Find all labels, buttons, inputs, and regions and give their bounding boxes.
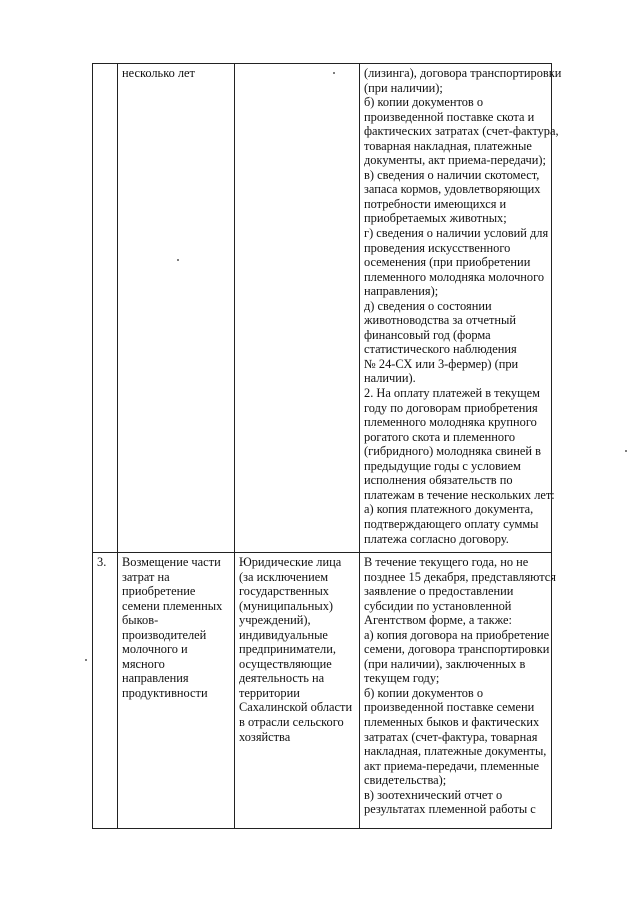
- text-line: г) сведения о наличии условий для: [364, 226, 549, 241]
- text-line: продуктивности: [122, 685, 208, 700]
- scan-speck: [85, 659, 87, 661]
- text-line: документы, акт приема-передачи);: [364, 153, 546, 168]
- text-line: хозяйства: [239, 729, 291, 744]
- text-line: племенных быков и фактических: [364, 715, 540, 730]
- text-line: деятельность на: [239, 671, 325, 686]
- text-line: молочного и: [122, 642, 188, 657]
- text-line: рогатого скота и племенного: [364, 429, 516, 444]
- text-line: результатах племенной работы с: [364, 802, 536, 817]
- text-line: направления: [122, 671, 189, 686]
- text-line: в) сведения о наличии скотомест,: [364, 167, 540, 182]
- text-line: направления);: [364, 284, 439, 299]
- text-line: приобретение: [122, 584, 196, 599]
- text-line: животноводства за отчетный: [364, 313, 517, 328]
- text-line: б) копии документов о: [364, 95, 484, 110]
- text-line: Возмещение части: [122, 555, 221, 569]
- text-line: племенного молодняка молочного: [364, 269, 545, 284]
- text-line: приобретаемых животных;: [364, 211, 507, 226]
- purpose-cell: [118, 553, 235, 829]
- recipients-cell: [235, 64, 360, 553]
- text-line: д) сведения о состоянии: [364, 298, 492, 313]
- text-line: финансовый год (форма: [364, 327, 491, 342]
- text-line: статистического наблюдения: [364, 342, 517, 357]
- text-line: в) зоотехнический отчет о: [364, 787, 503, 802]
- text-line: осуществляющие: [239, 656, 332, 671]
- text-line: позднее 15 декабря, представляются: [364, 569, 557, 584]
- text-line: потребности имеющихся и: [364, 196, 507, 211]
- text-line: а) копия платежного документа,: [364, 502, 534, 517]
- text-line: (при наличии);: [364, 80, 443, 95]
- text-line: накладная, платежные документы,: [364, 744, 547, 759]
- text-line: территории: [239, 685, 300, 700]
- table-row: [93, 553, 552, 829]
- text-line: производителей: [122, 627, 207, 642]
- documents-cell: [360, 64, 562, 553]
- text-line: племенного молодняка крупного: [364, 415, 537, 430]
- text-line: товарная накладная, платежные: [364, 138, 532, 153]
- text-line: затратах (счет-фактура, товарная: [364, 729, 538, 744]
- text-line: затрат на: [122, 569, 170, 584]
- text-line: году по договорам приобретения: [364, 400, 538, 415]
- text-line: (муниципальных): [239, 598, 334, 613]
- text-line: заявление о предоставлении: [364, 584, 514, 599]
- text-line: быков-: [122, 613, 159, 628]
- text-line: В течение текущего года, но не: [364, 555, 529, 569]
- text-line: исполнения обязательств по: [364, 473, 513, 488]
- text-line: (лизинга), договора транспортировки: [364, 66, 562, 80]
- text-line: (гибридного) молодняка свиней в: [364, 444, 541, 459]
- row-number-cell: [93, 64, 118, 553]
- subsidy-table: [92, 63, 562, 829]
- text-line: платежа согласно договору.: [364, 531, 509, 546]
- text-line: осеменения (при приобретении: [364, 255, 531, 270]
- text-line: Юридические лица: [239, 555, 342, 569]
- text-line: несколько лет: [122, 66, 195, 80]
- text-line: семени, договора транспортировки: [364, 642, 550, 657]
- text-line: субсидии по установленной: [364, 598, 512, 613]
- text-line: индивидуальные: [239, 627, 328, 642]
- text-line: текущем году;: [364, 671, 440, 686]
- recipients-cell: [235, 553, 360, 829]
- text-line: № 24-СХ или 3-фермер) (при: [364, 356, 519, 371]
- text-line: фактических затратах (счет-фактура,: [364, 124, 559, 139]
- text-line: подтверждающего оплату суммы: [364, 516, 539, 531]
- text-line: семени племенных: [122, 598, 223, 613]
- text-line: наличии).: [364, 371, 416, 386]
- scan-speck: [625, 450, 627, 452]
- purpose-cell: [118, 64, 235, 553]
- text-line: а) копия договора на приобретение: [364, 627, 550, 642]
- text-line: платежам в течение нескольких лет:: [364, 487, 555, 502]
- text-line: 2. На оплату платежей в текущем: [364, 386, 540, 401]
- scan-speck: [177, 259, 179, 261]
- text-line: Сахалинской области: [239, 700, 353, 715]
- text-line: учреждений),: [239, 613, 311, 628]
- row-number-cell: 3.: [93, 553, 118, 829]
- text-line: проведения искусственного: [364, 240, 511, 255]
- text-line: в отрасли сельского: [239, 715, 344, 730]
- table-row: [93, 64, 552, 553]
- text-line: Агентством форме, а также:: [364, 613, 512, 628]
- documents-cell: [360, 553, 557, 829]
- text-line: (при наличии), заключенных в: [364, 656, 526, 671]
- scan-speck: [333, 72, 335, 74]
- text-line: (за исключением: [239, 569, 329, 584]
- text-line: произведенной поставке скота и: [364, 109, 535, 124]
- text-line: предприниматели,: [239, 642, 336, 657]
- text-line: свидетельства);: [364, 773, 447, 788]
- text-line: государственных: [239, 584, 330, 599]
- text-line: запаса кормов, удовлетворяющих: [364, 182, 541, 197]
- text-line: предыдущие годы с условием: [364, 458, 521, 473]
- text-line: произведенной поставке семени: [364, 700, 535, 715]
- text-line: б) копии документов о: [364, 685, 484, 700]
- text-line: мясного: [122, 656, 165, 671]
- text-line: акт приема-передачи, племенные: [364, 758, 539, 773]
